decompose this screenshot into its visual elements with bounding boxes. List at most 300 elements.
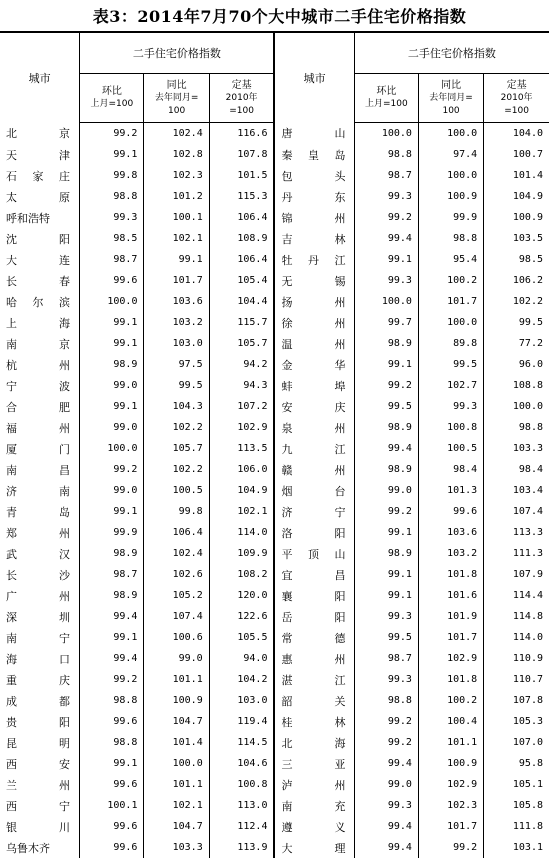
city-name bbox=[0, 375, 80, 396]
yoy-value: 104.3 bbox=[144, 396, 209, 417]
yoy-value: 103.2 bbox=[144, 312, 209, 333]
yoy-value: 101.7 bbox=[418, 627, 483, 648]
table-row bbox=[0, 732, 549, 753]
city-name bbox=[0, 312, 80, 333]
table-row bbox=[0, 165, 549, 186]
city-name bbox=[0, 732, 80, 753]
city-name bbox=[274, 417, 354, 438]
mom-value: 98.5 bbox=[80, 228, 144, 249]
table-row bbox=[0, 501, 549, 522]
base-value: 94.2 bbox=[209, 354, 274, 375]
city-name bbox=[0, 354, 80, 375]
yoy-value: 101.1 bbox=[144, 774, 209, 795]
city-name-text: 泉 州 bbox=[281, 420, 345, 436]
base-value: 94.3 bbox=[209, 375, 274, 396]
city-name bbox=[0, 690, 80, 711]
base-value: 108.8 bbox=[484, 375, 549, 396]
mom-value: 99.5 bbox=[354, 396, 418, 417]
yoy-value: 101.4 bbox=[144, 732, 209, 753]
city-name bbox=[0, 711, 80, 732]
city-name bbox=[274, 837, 354, 858]
city-name-text: 乌鲁木齐 bbox=[6, 840, 70, 856]
city-name-text: 大 连 bbox=[6, 252, 70, 268]
yoy-header-line3: 100 bbox=[144, 105, 208, 118]
mom-header-line1: 环比 bbox=[355, 85, 418, 98]
base-value: 115.7 bbox=[209, 312, 274, 333]
mom-value: 99.3 bbox=[354, 795, 418, 816]
base-value: 102.2 bbox=[484, 291, 549, 312]
city-name-text: 宜 昌 bbox=[281, 567, 345, 583]
base-value: 113.9 bbox=[209, 837, 274, 858]
city-name-text: 唐 山 bbox=[281, 125, 345, 141]
yoy-value: 102.4 bbox=[144, 123, 209, 145]
city-name-text: 广 州 bbox=[6, 588, 70, 604]
yoy-value: 100.5 bbox=[144, 480, 209, 501]
city-name-text: 赣 州 bbox=[281, 462, 345, 478]
city-name bbox=[0, 333, 80, 354]
mom-value: 99.6 bbox=[80, 837, 144, 858]
yoy-value: 101.2 bbox=[144, 186, 209, 207]
city-name bbox=[274, 627, 354, 648]
base-header-line1: 定基 bbox=[210, 79, 274, 92]
yoy-header-right bbox=[418, 74, 483, 123]
mom-value: 99.2 bbox=[80, 123, 144, 145]
city-name-text: 蚌 埠 bbox=[281, 378, 345, 394]
mom-value: 99.6 bbox=[80, 816, 144, 837]
yoy-value: 99.0 bbox=[144, 648, 209, 669]
yoy-value: 102.7 bbox=[418, 375, 483, 396]
mom-value: 98.8 bbox=[354, 144, 418, 165]
base-value: 104.9 bbox=[484, 186, 549, 207]
yoy-header-line2: 去年同月= bbox=[144, 92, 208, 105]
base-header-line2: 2010年 bbox=[210, 92, 274, 105]
city-name bbox=[0, 501, 80, 522]
table-row bbox=[0, 690, 549, 711]
yoy-value: 100.4 bbox=[418, 711, 483, 732]
city-name-text: 九 江 bbox=[281, 441, 345, 457]
yoy-value: 106.4 bbox=[144, 522, 209, 543]
yoy-value: 101.7 bbox=[418, 816, 483, 837]
city-name bbox=[0, 564, 80, 585]
city-name-text: 济 宁 bbox=[281, 504, 345, 520]
base-value: 114.5 bbox=[209, 732, 274, 753]
mom-header-line2: 上月=100 bbox=[355, 98, 418, 111]
city-name bbox=[0, 249, 80, 270]
mom-value: 99.8 bbox=[80, 165, 144, 186]
table-row bbox=[0, 207, 549, 228]
base-value: 115.3 bbox=[209, 186, 274, 207]
yoy-value: 100.9 bbox=[418, 753, 483, 774]
yoy-value: 102.4 bbox=[144, 543, 209, 564]
mom-value: 99.2 bbox=[80, 459, 144, 480]
base-value: 101.4 bbox=[484, 165, 549, 186]
yoy-value: 97.4 bbox=[418, 144, 483, 165]
yoy-value: 102.9 bbox=[418, 774, 483, 795]
city-name-text: 北 京 bbox=[6, 125, 70, 141]
mom-value: 99.4 bbox=[354, 438, 418, 459]
base-value: 94.0 bbox=[209, 648, 274, 669]
city-name-text: 韶 关 bbox=[281, 693, 345, 709]
base-header-line2: 2010年 bbox=[484, 92, 549, 105]
city-name bbox=[274, 144, 354, 165]
yoy-value: 100.8 bbox=[418, 417, 483, 438]
mom-value: 98.9 bbox=[354, 333, 418, 354]
city-name-text: 无 锡 bbox=[281, 273, 345, 289]
mom-value: 99.3 bbox=[354, 270, 418, 291]
city-name bbox=[0, 123, 80, 145]
city-name-text: 三 亚 bbox=[281, 756, 345, 772]
base-value: 105.7 bbox=[209, 333, 274, 354]
base-value: 108.2 bbox=[209, 564, 274, 585]
table-row bbox=[0, 144, 549, 165]
mom-value: 99.2 bbox=[354, 501, 418, 522]
city-name-text: 包 头 bbox=[281, 168, 345, 184]
base-value: 119.4 bbox=[209, 711, 274, 732]
city-name bbox=[274, 186, 354, 207]
mom-value: 98.9 bbox=[354, 417, 418, 438]
city-name-text: 成 都 bbox=[6, 693, 70, 709]
city-name bbox=[0, 438, 80, 459]
mom-value: 99.4 bbox=[354, 753, 418, 774]
base-value: 102.1 bbox=[209, 501, 274, 522]
city-name-text: 郑 州 bbox=[6, 525, 70, 541]
mom-value: 99.2 bbox=[354, 711, 418, 732]
yoy-header-line1: 同比 bbox=[419, 79, 483, 92]
city-name bbox=[274, 249, 354, 270]
city-name-text: 福 州 bbox=[6, 420, 70, 436]
base-value: 103.1 bbox=[484, 837, 549, 858]
city-name bbox=[0, 522, 80, 543]
base-value: 114.0 bbox=[209, 522, 274, 543]
yoy-value: 100.2 bbox=[418, 270, 483, 291]
mom-value: 99.1 bbox=[80, 501, 144, 522]
city-name bbox=[0, 207, 80, 228]
yoy-value: 103.6 bbox=[144, 291, 209, 312]
yoy-value: 100.0 bbox=[418, 312, 483, 333]
city-name bbox=[274, 459, 354, 480]
mom-value: 98.9 bbox=[80, 543, 144, 564]
yoy-value: 101.7 bbox=[418, 291, 483, 312]
mom-value: 99.3 bbox=[354, 186, 418, 207]
city-name bbox=[0, 837, 80, 858]
city-name-text: 洛 阳 bbox=[281, 525, 345, 541]
yoy-value: 98.8 bbox=[418, 228, 483, 249]
city-name-text: 秦 皇 岛 bbox=[281, 147, 345, 163]
base-header-line1: 定基 bbox=[484, 79, 549, 92]
city-name bbox=[274, 396, 354, 417]
city-name bbox=[274, 774, 354, 795]
base-value: 114.0 bbox=[484, 627, 549, 648]
city-name-text: 沈 阳 bbox=[6, 231, 70, 247]
mom-value: 99.1 bbox=[354, 249, 418, 270]
base-value: 107.8 bbox=[209, 144, 274, 165]
city-name bbox=[274, 669, 354, 690]
yoy-value: 104.7 bbox=[144, 816, 209, 837]
mom-value: 99.3 bbox=[354, 669, 418, 690]
city-name-text: 遵 义 bbox=[281, 819, 345, 835]
table-row bbox=[0, 543, 549, 564]
base-value: 107.4 bbox=[484, 501, 549, 522]
city-name bbox=[274, 753, 354, 774]
yoy-value: 100.0 bbox=[418, 123, 483, 145]
table-row bbox=[0, 669, 549, 690]
city-name bbox=[274, 690, 354, 711]
base-value: 105.3 bbox=[484, 711, 549, 732]
city-name bbox=[0, 228, 80, 249]
yoy-value: 104.7 bbox=[144, 711, 209, 732]
mom-value: 99.1 bbox=[80, 144, 144, 165]
city-name-text: 惠 州 bbox=[281, 651, 345, 667]
yoy-value: 99.1 bbox=[144, 249, 209, 270]
city-name-text: 安 庆 bbox=[281, 399, 345, 415]
mom-value: 98.8 bbox=[354, 690, 418, 711]
mom-value: 99.4 bbox=[354, 816, 418, 837]
mom-value: 99.1 bbox=[354, 354, 418, 375]
city-name-text: 温 州 bbox=[281, 336, 345, 352]
table-row bbox=[0, 396, 549, 417]
city-name-text: 合 肥 bbox=[6, 399, 70, 415]
city-name bbox=[274, 522, 354, 543]
city-name-text: 襄 阳 bbox=[281, 588, 345, 604]
table-row bbox=[0, 585, 549, 606]
base-value: 110.7 bbox=[484, 669, 549, 690]
city-name-text: 海 口 bbox=[6, 651, 70, 667]
base-value: 98.5 bbox=[484, 249, 549, 270]
mom-value: 99.6 bbox=[80, 711, 144, 732]
base-value: 104.2 bbox=[209, 669, 274, 690]
city-name-text: 青 岛 bbox=[6, 504, 70, 520]
city-name-text: 武 汉 bbox=[6, 546, 70, 562]
mom-value: 100.0 bbox=[354, 123, 418, 145]
yoy-value: 103.3 bbox=[144, 837, 209, 858]
yoy-value: 100.2 bbox=[418, 690, 483, 711]
table-row bbox=[0, 648, 549, 669]
mom-value: 99.6 bbox=[80, 270, 144, 291]
mom-value: 99.4 bbox=[80, 606, 144, 627]
base-value: 105.8 bbox=[484, 795, 549, 816]
mom-value: 99.1 bbox=[80, 627, 144, 648]
price-index-table bbox=[0, 31, 549, 858]
base-value: 100.0 bbox=[484, 396, 549, 417]
city-name bbox=[274, 291, 354, 312]
city-name bbox=[274, 543, 354, 564]
yoy-value: 102.9 bbox=[418, 648, 483, 669]
base-value: 104.6 bbox=[209, 753, 274, 774]
city-name bbox=[0, 270, 80, 291]
base-value: 114.4 bbox=[484, 585, 549, 606]
city-name-text: 岳 阳 bbox=[281, 609, 345, 625]
city-name bbox=[274, 795, 354, 816]
mom-value: 99.0 bbox=[354, 480, 418, 501]
mom-value: 99.1 bbox=[354, 522, 418, 543]
table-row bbox=[0, 417, 549, 438]
yoy-value: 103.0 bbox=[144, 333, 209, 354]
mom-value: 99.7 bbox=[354, 312, 418, 333]
city-name bbox=[274, 711, 354, 732]
city-name bbox=[274, 732, 354, 753]
city-name-text: 天 津 bbox=[6, 147, 70, 163]
city-name bbox=[0, 144, 80, 165]
base-header-line3: =100 bbox=[484, 105, 549, 118]
city-name-text: 平 顶 山 bbox=[281, 546, 345, 562]
table-row bbox=[0, 606, 549, 627]
mom-value: 98.7 bbox=[80, 249, 144, 270]
yoy-value: 102.8 bbox=[144, 144, 209, 165]
table-row bbox=[0, 438, 549, 459]
city-name-text: 烟 台 bbox=[281, 483, 345, 499]
base-value: 107.0 bbox=[484, 732, 549, 753]
mom-value: 99.0 bbox=[354, 774, 418, 795]
city-name bbox=[274, 606, 354, 627]
yoy-value: 99.5 bbox=[144, 375, 209, 396]
mom-header-line2: 上月=100 bbox=[80, 98, 143, 111]
mom-value: 100.0 bbox=[80, 438, 144, 459]
city-name bbox=[0, 291, 80, 312]
yoy-value: 102.6 bbox=[144, 564, 209, 585]
mom-value: 99.4 bbox=[354, 837, 418, 858]
mom-value: 98.7 bbox=[354, 648, 418, 669]
base-header-line3: =100 bbox=[210, 105, 274, 118]
table-row bbox=[0, 291, 549, 312]
base-value: 106.0 bbox=[209, 459, 274, 480]
yoy-value: 99.5 bbox=[418, 354, 483, 375]
table-row bbox=[0, 249, 549, 270]
city-name bbox=[274, 123, 354, 145]
base-value: 99.5 bbox=[484, 312, 549, 333]
base-value: 105.5 bbox=[209, 627, 274, 648]
base-value: 107.9 bbox=[484, 564, 549, 585]
city-name-text: 常 德 bbox=[281, 630, 345, 646]
mom-value: 99.6 bbox=[80, 774, 144, 795]
base-value: 113.3 bbox=[484, 522, 549, 543]
table-row bbox=[0, 774, 549, 795]
mom-value: 99.3 bbox=[80, 207, 144, 228]
yoy-header-left bbox=[144, 74, 209, 123]
yoy-value: 105.2 bbox=[144, 585, 209, 606]
city-name-text: 牡 丹 江 bbox=[281, 252, 345, 268]
city-name-text: 银 川 bbox=[6, 819, 70, 835]
mom-value: 99.4 bbox=[354, 228, 418, 249]
city-name-text: 长 春 bbox=[6, 273, 70, 289]
yoy-value: 101.6 bbox=[418, 585, 483, 606]
base-value: 105.1 bbox=[484, 774, 549, 795]
yoy-value: 101.7 bbox=[144, 270, 209, 291]
yoy-value: 100.6 bbox=[144, 627, 209, 648]
city-name bbox=[0, 165, 80, 186]
base-value: 98.4 bbox=[484, 459, 549, 480]
mom-value: 98.7 bbox=[80, 564, 144, 585]
yoy-value: 102.1 bbox=[144, 228, 209, 249]
yoy-value: 101.8 bbox=[418, 564, 483, 585]
mom-value: 99.2 bbox=[354, 375, 418, 396]
city-name bbox=[0, 669, 80, 690]
mom-header-line1: 环比 bbox=[80, 85, 143, 98]
city-name-text: 西 宁 bbox=[6, 798, 70, 814]
city-name-text: 南 充 bbox=[281, 798, 345, 814]
yoy-value: 102.3 bbox=[418, 795, 483, 816]
base-value: 103.0 bbox=[209, 690, 274, 711]
city-name-text: 徐 州 bbox=[281, 315, 345, 331]
mom-value: 99.0 bbox=[80, 417, 144, 438]
city-name-text: 兰 州 bbox=[6, 777, 70, 793]
city-name bbox=[274, 501, 354, 522]
city-name-text: 宁 波 bbox=[6, 378, 70, 394]
city-name-text: 北 海 bbox=[281, 735, 345, 751]
table-row bbox=[0, 480, 549, 501]
city-name bbox=[274, 648, 354, 669]
city-name-text: 金 华 bbox=[281, 357, 345, 373]
city-name bbox=[274, 270, 354, 291]
yoy-value: 100.0 bbox=[144, 753, 209, 774]
mom-value: 99.5 bbox=[354, 627, 418, 648]
base-value: 111.3 bbox=[484, 543, 549, 564]
table-row bbox=[0, 753, 549, 774]
yoy-value: 101.8 bbox=[418, 669, 483, 690]
mom-header-right bbox=[354, 74, 418, 123]
base-value: 120.0 bbox=[209, 585, 274, 606]
city-name-text: 西 安 bbox=[6, 756, 70, 772]
base-header-right bbox=[484, 74, 549, 123]
mom-value: 99.1 bbox=[80, 753, 144, 774]
mom-value: 99.1 bbox=[80, 396, 144, 417]
city-name bbox=[274, 585, 354, 606]
yoy-value: 107.4 bbox=[144, 606, 209, 627]
city-name bbox=[274, 816, 354, 837]
city-column-header-right: 城市 bbox=[274, 32, 354, 123]
table-row bbox=[0, 354, 549, 375]
table-row bbox=[0, 795, 549, 816]
mom-value: 98.8 bbox=[80, 186, 144, 207]
city-column-header-left: 城市 bbox=[0, 32, 80, 123]
base-value: 100.9 bbox=[484, 207, 549, 228]
city-name-text: 桂 林 bbox=[281, 714, 345, 730]
city-name-text: 大 理 bbox=[281, 840, 345, 856]
table-row bbox=[0, 522, 549, 543]
base-value: 96.0 bbox=[484, 354, 549, 375]
yoy-value: 100.5 bbox=[418, 438, 483, 459]
table-row bbox=[0, 627, 549, 648]
yoy-value: 103.6 bbox=[418, 522, 483, 543]
base-value: 100.7 bbox=[484, 144, 549, 165]
table-row bbox=[0, 711, 549, 732]
yoy-value: 102.1 bbox=[144, 795, 209, 816]
city-name bbox=[0, 543, 80, 564]
mom-value: 99.2 bbox=[354, 207, 418, 228]
table-row bbox=[0, 375, 549, 396]
base-value: 101.5 bbox=[209, 165, 274, 186]
group-header-left: 二手住宅价格指数 bbox=[80, 32, 275, 74]
city-name-text: 南 京 bbox=[6, 336, 70, 352]
base-value: 122.6 bbox=[209, 606, 274, 627]
yoy-value: 103.2 bbox=[418, 543, 483, 564]
mom-value: 99.2 bbox=[354, 732, 418, 753]
mom-value: 99.0 bbox=[80, 480, 144, 501]
city-name-text: 济 南 bbox=[6, 483, 70, 499]
base-value: 104.9 bbox=[209, 480, 274, 501]
mom-value: 99.9 bbox=[80, 522, 144, 543]
yoy-value: 99.9 bbox=[418, 207, 483, 228]
city-name-text: 泸 州 bbox=[281, 777, 345, 793]
city-name bbox=[0, 795, 80, 816]
table-row bbox=[0, 459, 549, 480]
mom-value: 100.1 bbox=[80, 795, 144, 816]
mom-value: 98.8 bbox=[80, 732, 144, 753]
mom-value: 99.1 bbox=[80, 312, 144, 333]
yoy-value: 99.6 bbox=[418, 501, 483, 522]
city-name-text: 杭 州 bbox=[6, 357, 70, 373]
city-name bbox=[0, 816, 80, 837]
city-name bbox=[0, 417, 80, 438]
